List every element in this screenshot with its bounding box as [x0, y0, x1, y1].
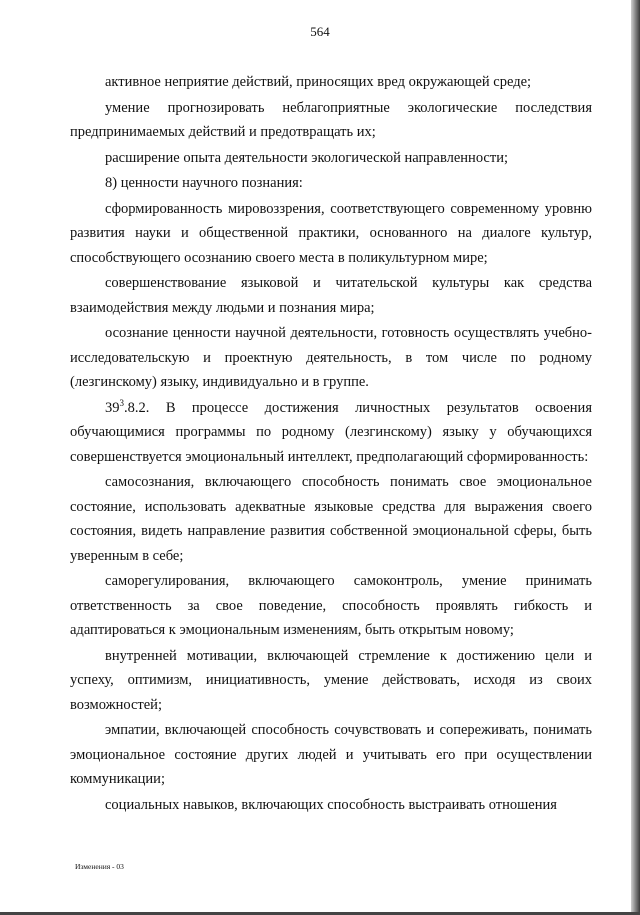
- paragraph: осознание ценности научной деятельности, готовность осуществлять учебно-исследовательскую и проектную деятельность, в том числе по родному (лезгинскому) языку, индивидуально и в группе.: [70, 325, 592, 390]
- page-edge-shadow: [631, 0, 640, 915]
- paragraph: социальных навыков, включающих способность выстраивать отношения: [105, 796, 557, 813]
- paragraph: самосознания, включающего способность понимать свое эмоциональное состояние, использовать адекватные языковые средства для выражения своего состояния, видеть направление развития собственной эмоциональной сферы, быть уверенным в себе;: [70, 474, 592, 564]
- section-number-base: 39: [105, 399, 120, 416]
- paragraph: расширение опыта деятельности экологической направленности;: [105, 149, 508, 166]
- paragraph: умение прогнозировать неблагоприятные экологические последствия предпринимаемых действий и предотвращать их;: [70, 99, 592, 140]
- section-number-sup: 3: [119, 397, 124, 408]
- paragraph: активное неприятие действий, приносящих вред окружающей среде;: [105, 74, 532, 90]
- paragraph: совершенствование языковой и читательской культуры как средства взаимодействия между людьми и познания мира;: [70, 275, 592, 316]
- paragraph: внутренней мотивации, включающей стремление к достижению цели и успеху, оптимизм, инициативность, умение действовать, исходя из своих возможностей;: [70, 647, 592, 713]
- section-text: В процессе достижения личностных результатов освоения обучающимися программы по родному (лезгинскому) языку у обучающихся совершенствуется эмоциональный интеллект, предполагающий сформированность:: [70, 399, 592, 465]
- footer-revision: Изменения - 03: [75, 862, 124, 871]
- document-body: [70, 70, 592, 817]
- section-number-rest: .8.2.: [124, 399, 150, 416]
- paragraph: сформированность мировоззрения, соответствующего современному уровню развития науки и общественной практики, основанного на диалоге культур, способствующего осознанию своего места в поликультурном мире;: [70, 200, 592, 266]
- paragraph-heading: 8) ценности научного познания:: [105, 175, 303, 191]
- paragraph: эмпатии, включающей способность сочувствовать и сопереживать, понимать эмоциональное состояние других людей и учитывать его при осуществлении коммуникации;: [70, 722, 592, 787]
- section-paragraph: [70, 396, 592, 470]
- paragraph: саморегулирования, включающего самоконтроль, умение принимать ответственность за свое поведение, способность проявлять гибкость и адаптироваться к эмоциональным изменениям, быть открытым новому;: [70, 573, 592, 638]
- page-number: 564: [310, 24, 330, 39]
